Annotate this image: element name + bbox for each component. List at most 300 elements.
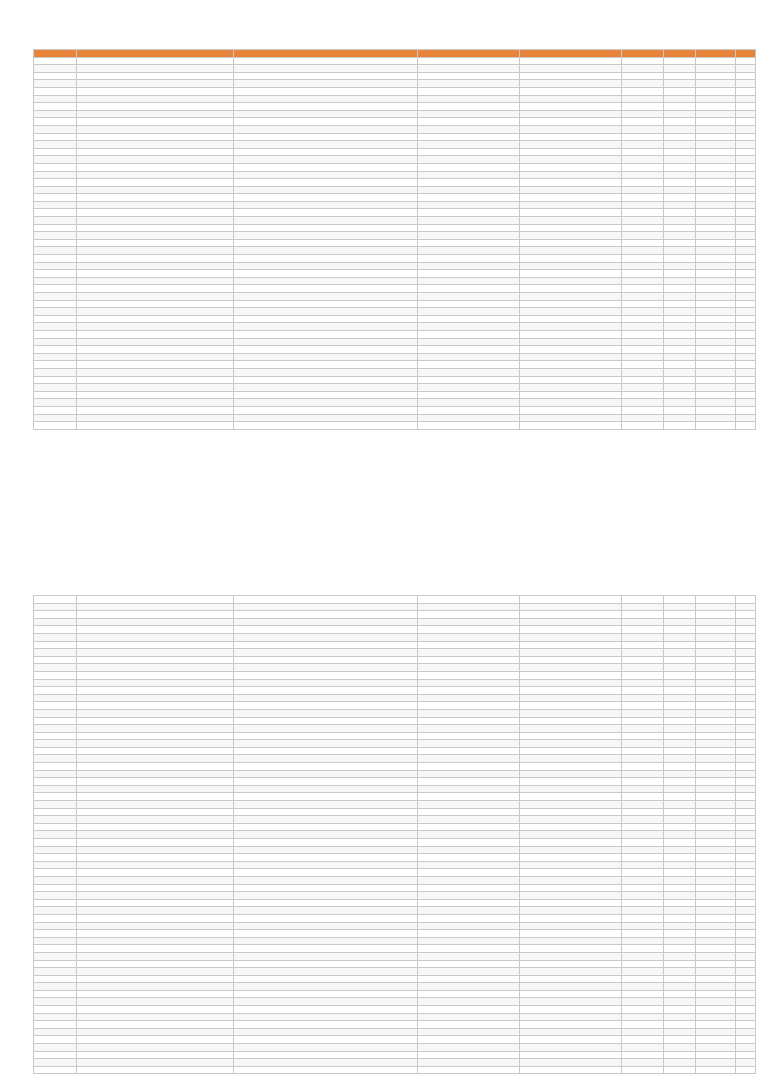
table-cell [34,869,77,877]
table-cell [418,239,520,247]
table-cell [34,801,77,809]
table-cell [234,285,418,293]
table-cell [736,186,756,194]
table-cell [736,892,756,900]
table-cell [664,118,696,126]
table-row [34,57,756,65]
table-cell [520,179,622,187]
table-cell [696,945,736,953]
table-cell [622,709,664,717]
table-cell [34,778,77,786]
table-cell [696,702,736,710]
table-cell [622,679,664,687]
table-cell [34,406,77,414]
table-cell [234,975,418,983]
table-cell [34,899,77,907]
table-cell [418,626,520,634]
table-cell [736,406,756,414]
table-cell [34,983,77,991]
table-cell [622,922,664,930]
table-cell [77,930,234,938]
table-row [34,907,756,915]
table-cell [696,960,736,968]
table-cell [736,1006,756,1014]
table-cell [77,65,234,73]
table-cell [77,778,234,786]
table-cell [520,368,622,376]
table-cell [736,930,756,938]
table-cell [77,892,234,900]
table-cell [622,346,664,354]
table-cell [418,201,520,209]
table-cell [736,702,756,710]
table-row [34,1044,756,1052]
table-cell [34,641,77,649]
table-cell [34,603,77,611]
table-cell [34,179,77,187]
table-cell [736,664,756,672]
table-cell [77,80,234,88]
table-cell [622,277,664,285]
table-cell [736,816,756,824]
table-cell [664,618,696,626]
table-cell [736,884,756,892]
header-cell [234,50,418,58]
table-cell [234,763,418,771]
table-cell [736,998,756,1006]
table-cell [418,1021,520,1029]
table-row [34,603,756,611]
table-cell [664,95,696,103]
table-cell [622,846,664,854]
table-cell [234,793,418,801]
table-cell [77,399,234,407]
table-cell [418,892,520,900]
table-cell [34,1044,77,1052]
table-cell [34,217,77,225]
table-cell [520,801,622,809]
table-cell [520,148,622,156]
table-cell [520,937,622,945]
table-cell [418,960,520,968]
table-cell [77,664,234,672]
table-cell [736,315,756,323]
table-cell [77,194,234,202]
table-cell [736,1036,756,1044]
table-cell [664,194,696,202]
table-cell [520,255,622,263]
table-cell [234,232,418,240]
table-cell [418,816,520,824]
table-cell [664,960,696,968]
table-cell [34,171,77,179]
table-cell [664,945,696,953]
table-cell [736,945,756,953]
table-cell [418,422,520,430]
table-cell [77,732,234,740]
table-cell [418,1006,520,1014]
table-cell [520,876,622,884]
table-cell [34,277,77,285]
table-cell [234,148,418,156]
table-cell [34,368,77,376]
table-cell [664,831,696,839]
table-cell [664,186,696,194]
table-cell [520,747,622,755]
table-cell [418,148,520,156]
table-cell [696,1036,736,1044]
table-cell [77,975,234,983]
table-cell [418,65,520,73]
table-cell [234,239,418,247]
table-cell [520,656,622,664]
table-cell [34,694,77,702]
table-cell [520,725,622,733]
table-row [34,133,756,141]
table-cell [664,368,696,376]
table-cell [34,125,77,133]
table-cell [520,952,622,960]
table-cell [664,801,696,809]
table-cell [696,907,736,915]
table-cell [34,839,77,847]
table-cell [520,406,622,414]
table-cell [664,975,696,983]
table-cell [696,72,736,80]
table-cell [418,687,520,695]
table-cell [77,406,234,414]
table-cell [664,262,696,270]
table-cell [77,702,234,710]
table-cell [696,793,736,801]
table-cell [520,914,622,922]
table-cell [234,247,418,255]
table-cell [622,884,664,892]
table-cell [622,778,664,786]
table-cell [736,201,756,209]
table-cell [418,709,520,717]
table-cell [34,262,77,270]
table-cell [664,732,696,740]
table-cell [34,247,77,255]
table-cell [664,892,696,900]
table-cell [418,755,520,763]
table-cell [736,72,756,80]
table-cell [520,156,622,164]
table-cell [77,1044,234,1052]
table-cell [736,239,756,247]
table-cell [622,755,664,763]
header-cell [77,50,234,58]
table-row [34,1028,756,1036]
table-cell [77,816,234,824]
table-cell [736,755,756,763]
table-cell [622,1066,664,1074]
table-cell [234,72,418,80]
table-cell [418,330,520,338]
table-cell [77,1036,234,1044]
table-row [34,671,756,679]
table-cell [736,353,756,361]
table-cell [234,664,418,672]
table-cell [696,778,736,786]
table-row [34,975,756,983]
table-cell [418,346,520,354]
table-cell [234,740,418,748]
table-cell [664,899,696,907]
table-cell [77,603,234,611]
table-cell [696,57,736,65]
table-cell [736,125,756,133]
table-cell [77,376,234,384]
table-cell [664,277,696,285]
table-cell [664,747,696,755]
table-cell [520,422,622,430]
table-cell [77,308,234,316]
table-cell [696,376,736,384]
table-row [34,892,756,900]
table-cell [77,626,234,634]
header-cell [696,50,736,58]
table-cell [418,937,520,945]
table-cell [736,87,756,95]
table-cell [520,391,622,399]
table-cell [664,201,696,209]
table-cell [664,816,696,824]
table-cell [520,740,622,748]
table-cell [736,876,756,884]
table-cell [664,968,696,976]
table-cell [696,110,736,118]
table-cell [696,255,736,263]
table-cell [736,778,756,786]
table-cell [664,717,696,725]
table-cell [520,717,622,725]
table-cell [664,361,696,369]
table-cell [622,110,664,118]
table-cell [696,603,736,611]
table-cell [696,892,736,900]
table-cell [34,361,77,369]
table-cell [520,694,622,702]
table-row [34,1013,756,1021]
table-cell [520,785,622,793]
table-cell [234,95,418,103]
table-cell [34,141,77,149]
table-cell [77,998,234,1006]
table-row [34,376,756,384]
table-cell [77,179,234,187]
table-cell [664,914,696,922]
table-cell [234,717,418,725]
table-cell [664,1028,696,1036]
table-cell [664,247,696,255]
table-cell [736,414,756,422]
table-cell [77,103,234,111]
table-cell [696,1066,736,1074]
table-cell [696,217,736,225]
table-row [34,255,756,263]
table-cell [234,960,418,968]
table-cell [77,255,234,263]
table-cell [736,960,756,968]
table-cell [418,603,520,611]
table-row [34,823,756,831]
table-cell [664,1066,696,1074]
table-cell [520,1006,622,1014]
table-cell [234,391,418,399]
table-cell [696,156,736,164]
table-cell [736,308,756,316]
table-cell [696,854,736,862]
table-cell [736,649,756,657]
table-cell [418,315,520,323]
table-cell [664,1021,696,1029]
table-row [34,709,756,717]
table-cell [520,664,622,672]
table-cell [34,990,77,998]
table-row [34,930,756,938]
table-cell [77,618,234,626]
table-cell [622,937,664,945]
table-row [34,391,756,399]
table-cell [622,763,664,771]
table-cell [736,633,756,641]
table-cell [234,217,418,225]
table-cell [77,1021,234,1029]
table-row [34,968,756,976]
table-cell [418,95,520,103]
table-cell [696,641,736,649]
table-cell [696,209,736,217]
table-cell [418,270,520,278]
table-cell [34,823,77,831]
table-cell [696,353,736,361]
table-row [34,118,756,126]
table-cell [664,141,696,149]
table-cell [77,1051,234,1059]
table-cell [234,141,418,149]
table-cell [234,952,418,960]
table-cell [622,270,664,278]
table-cell [418,133,520,141]
table-cell [622,239,664,247]
table-cell [664,110,696,118]
table-row [34,224,756,232]
table-cell [520,277,622,285]
table-cell [234,118,418,126]
table-cell [77,209,234,217]
table-cell [736,937,756,945]
table-row [34,914,756,922]
table-cell [34,679,77,687]
table-cell [520,854,622,862]
table-cell [234,930,418,938]
table-cell [520,346,622,354]
table-cell [664,285,696,293]
table-cell [736,709,756,717]
table-cell [520,217,622,225]
table-cell [234,224,418,232]
table-row [34,315,756,323]
table-cell [418,224,520,232]
table-row [34,983,756,991]
table-cell [77,384,234,392]
table-cell [77,808,234,816]
table-cell [622,376,664,384]
table-cell [696,1028,736,1036]
table-cell [622,1028,664,1036]
table-cell [520,823,622,831]
table-cell [418,922,520,930]
table-cell [736,899,756,907]
table-cell [234,990,418,998]
table-cell [234,649,418,657]
table-cell [34,399,77,407]
table-cell [77,914,234,922]
table-cell [234,1006,418,1014]
table-cell [34,671,77,679]
table-cell [664,990,696,998]
table-cell [520,626,622,634]
table-cell [520,95,622,103]
table-cell [520,239,622,247]
table-cell [736,656,756,664]
table-cell [664,778,696,786]
table-cell [418,823,520,831]
table-cell [520,376,622,384]
table-cell [520,57,622,65]
table-cell [34,930,77,938]
table-cell [418,876,520,884]
table-cell [520,209,622,217]
table-cell [664,179,696,187]
table-cell [664,406,696,414]
table-cell [736,603,756,611]
table-cell [622,80,664,88]
table-cell [622,861,664,869]
table-cell [520,968,622,976]
table-cell [696,816,736,824]
table-cell [520,687,622,695]
table-cell [664,414,696,422]
table-cell [664,641,696,649]
table-cell [234,110,418,118]
table-cell [736,846,756,854]
table-cell [77,346,234,354]
table-cell [77,224,234,232]
table-cell [34,596,77,604]
table-cell [520,353,622,361]
table-cell [664,422,696,430]
table-cell [696,422,736,430]
table-cell [696,869,736,877]
table-cell [696,414,736,422]
table-row [34,801,756,809]
table-cell [736,262,756,270]
table-cell [77,125,234,133]
table-cell [664,763,696,771]
table-cell [77,148,234,156]
table-cell [696,884,736,892]
table-cell [736,717,756,725]
table-cell [234,732,418,740]
table-cell [77,293,234,301]
table-cell [77,641,234,649]
table-cell [77,770,234,778]
table-cell [696,679,736,687]
table-cell [418,930,520,938]
